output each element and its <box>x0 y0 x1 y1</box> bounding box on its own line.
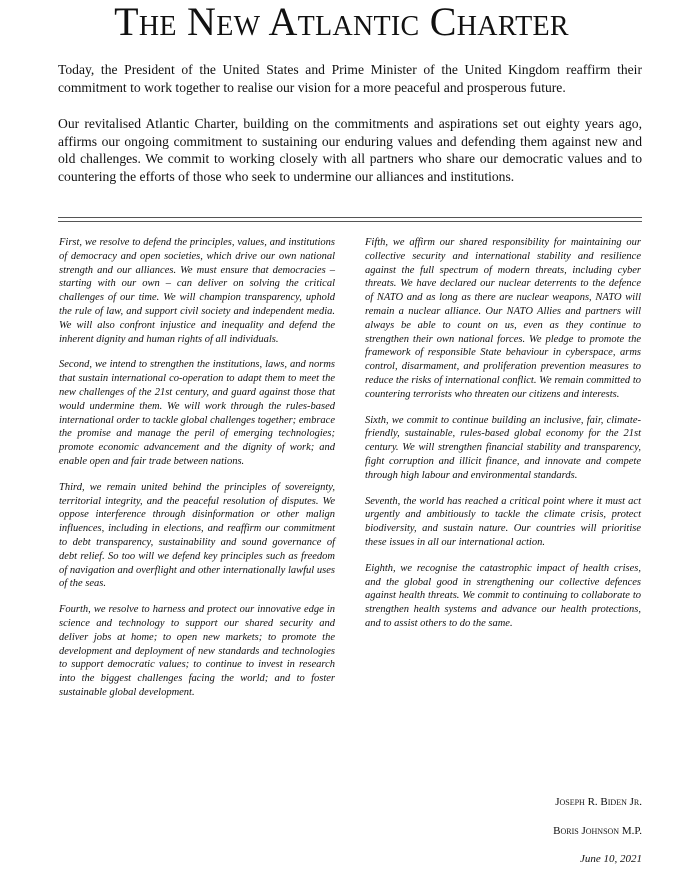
page-title: The New Atlantic Charter <box>114 0 569 44</box>
intro-paragraph-2: Our revitalised Atlantic Charter, building on the commitments and aspirations set out eighty years ago, affirms our ongoing commitment to sustaining our enduring values and defending them against new and old challenges. We commit to working closely with all partners who share our democratic values and to countering the efforts of those who seek to undermine our alliances and institutions. <box>58 116 642 184</box>
section-sixth: Sixth, we commit to continue building an inclusive, fair, climate-friendly, sustainable, rules-based global economy for the 21st century. We will strengthen financial stability and transparency, fight corruption and illicit finance, and innovate and compete through high labour and environmental standards. <box>365 414 641 481</box>
section-first: First, we resolve to defend the principles, values, and institutions of democracy and open societies, which drive our own national strength and our alliances. We must ensure that democracies – starting with our own – can deliver on solving the critical challenges of our time. We will champion transparency, uphold the rule of law, and support civil society and independent media. We will also confront injustice and inequality and defend the inherent dignity and human rights of all individuals. <box>59 237 335 345</box>
section-eighth: Eighth, we recognise the catastrophic impact of health crises, and the global good in strengthening our collective defences against health threats. We commit to continuing to collaborate to strengthen health systems and advance our health protections, and to assist others to do the same. <box>365 562 641 629</box>
left-column <box>59 236 335 712</box>
section-fifth: Fifth, we affirm our shared responsibility for maintaining our collective security and international stability and resilience against the full spectrum of modern threats, including cyber threats. We have declared our nuclear deterrents to the defence of NATO and as long as there are nuclear weapons, NATO will remain a nuclear alliance. Our NATO Allies and partners will always be able to count on us, even as they continue to strengthen their own national forces. We pledge to promote the framework of responsible State behaviour in cyberspace, arms control, disarmament, and proliferation prevention measures to reduce the risks of international conflict. We remain committed to countering terrorists who threaten our citizens and interests. <box>365 237 641 400</box>
intro-paragraph-1: Today, the President of the United States and Prime Minister of the United Kingdom reaffirm their commitment to work together to realise our vision for a more peaceful and prosperous future. <box>58 62 642 95</box>
section-second: Second, we intend to strengthen the institutions, laws, and norms that sustain international co-operation to adapt them to meet the new challenges of the 21st century, and guard against those that would undermine them. We will work through the rules-based international order to tackle global challenges together; embrace the promise and manage the peril of emerging technologies; promote economic advancement and the dignity of work; and enable open and fair trade between nations. <box>59 359 335 467</box>
right-column <box>365 236 641 643</box>
section-seventh: Seventh, the world has reached a critical point where it must act urgently and ambitiously to tackle the climate crisis, protect biodiversity, and sustain nature. Our countries will prioritise these issues in all our international action. <box>365 495 641 548</box>
divider-line <box>58 217 642 218</box>
signing-date: June 10, 2021 <box>579 853 642 865</box>
signature-biden: Joseph R. Biden Jr. <box>555 796 642 808</box>
signature-johnson: Boris Johnson M.P. <box>553 825 642 837</box>
section-fourth: Fourth, we resolve to harness and protect our innovative edge in science and technology to support our shared security and deliver jobs at home; to open new markets; to promote the development and deployment of new standards and technologies to support democratic values; to continue to invest in research into the biggest challenges facing the world; and to foster sustainable global development. <box>59 604 335 698</box>
section-third: Third, we remain united behind the principles of sovereignty, territorial integrity, and the peaceful resolution of disputes. We oppose interference through disinformation or other malign influences, including in elections, and reaffirm our commitment to debt transparency, sustainability and sound governance of debt relief. So too will we defend key principles such as freedom of navigation and overflight and other internationally lawful uses of the seas. <box>59 481 335 590</box>
divider-line <box>58 221 642 222</box>
